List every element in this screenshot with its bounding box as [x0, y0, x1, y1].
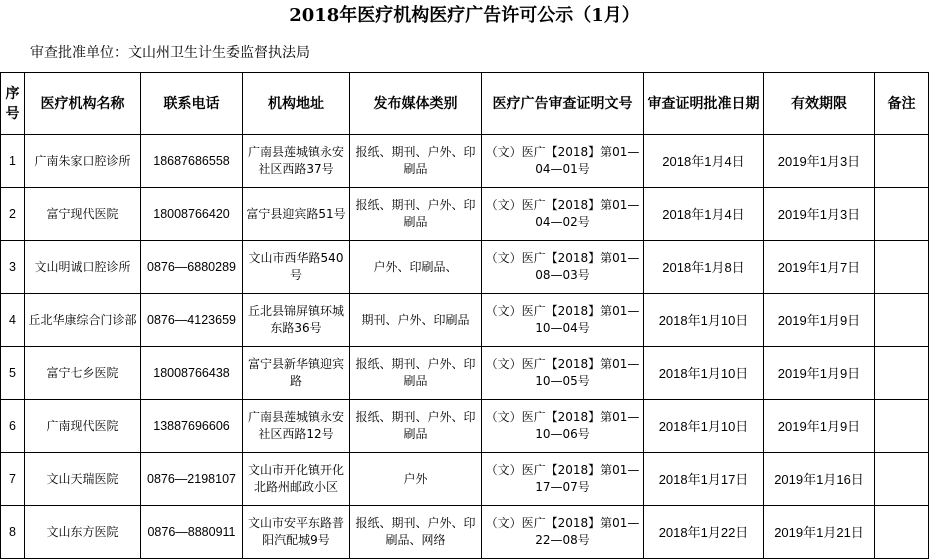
- cell-phone: 0876—8880911: [141, 506, 243, 559]
- cell-cert: （文）医广【2018】第01—08—03号: [482, 241, 644, 294]
- cell-valid-until: 2019年1月7日: [764, 241, 875, 294]
- cell-valid-until: 2019年1月3日: [764, 188, 875, 241]
- cell-phone: 18008766420: [141, 188, 243, 241]
- cell-remark: [875, 188, 929, 241]
- cell-no: 8: [1, 506, 25, 559]
- cell-media: 报纸、期刊、户外、印刷品: [350, 400, 482, 453]
- cell-phone: 0876—4123659: [141, 294, 243, 347]
- cell-cert: （文）医广【2018】第01—04—01号: [482, 135, 644, 188]
- cell-no: 2: [1, 188, 25, 241]
- cell-cert: （文）医广【2018】第01—04—02号: [482, 188, 644, 241]
- cell-remark: [875, 347, 929, 400]
- cell-valid-until: 2019年1月16日: [764, 453, 875, 506]
- cell-media: 报纸、期刊、户外、印刷品: [350, 135, 482, 188]
- cell-approval-date: 2018年1月10日: [644, 400, 764, 453]
- cell-name: 文山天瑞医院: [25, 453, 141, 506]
- cell-cert: （文）医广【2018】第01—10—04号: [482, 294, 644, 347]
- cell-address: 广南县莲城镇永安社区西路37号: [243, 135, 350, 188]
- cell-no: 6: [1, 400, 25, 453]
- approval-unit: 审查批准单位：文山州卫生计生委监督执法局: [30, 45, 310, 61]
- cell-no: 5: [1, 347, 25, 400]
- cell-phone: 0876—6880289: [141, 241, 243, 294]
- cell-media: 报纸、期刊、户外、印刷品: [350, 347, 482, 400]
- cell-phone: 0876—2198107: [141, 453, 243, 506]
- cell-remark: [875, 400, 929, 453]
- cell-no: 1: [1, 135, 25, 188]
- cell-phone: 18687686558: [141, 135, 243, 188]
- cell-name: 广南朱家口腔诊所: [25, 135, 141, 188]
- header-media: 发布媒体类别: [350, 73, 482, 135]
- cell-remark: [875, 453, 929, 506]
- table-row: [1, 453, 929, 506]
- cell-cert: （文）医广【2018】第01—10—06号: [482, 400, 644, 453]
- cell-cert: （文）医广【2018】第01—17—07号: [482, 453, 644, 506]
- cell-valid-until: 2019年1月9日: [764, 347, 875, 400]
- cell-valid-until: 2019年1月21日: [764, 506, 875, 559]
- cell-approval-date: 2018年1月10日: [644, 347, 764, 400]
- cell-phone: 18008766438: [141, 347, 243, 400]
- header-address: 机构地址: [243, 73, 350, 135]
- table-row: [1, 188, 929, 241]
- cell-remark: [875, 294, 929, 347]
- cell-media: 户外: [350, 453, 482, 506]
- cell-remark: [875, 241, 929, 294]
- permit-table: [0, 72, 929, 559]
- cell-valid-until: 2019年1月9日: [764, 400, 875, 453]
- cell-name: 文山东方医院: [25, 506, 141, 559]
- table-row: [1, 241, 929, 294]
- header-valid-until: 有效期限: [764, 73, 875, 135]
- cell-name: 富宁现代医院: [25, 188, 141, 241]
- header-remark: 备注: [875, 73, 929, 135]
- cell-media: 期刊、户外、印刷品: [350, 294, 482, 347]
- cell-media: 报纸、期刊、户外、印刷品: [350, 188, 482, 241]
- cell-approval-date: 2018年1月17日: [644, 453, 764, 506]
- cell-address: 文山市安平东路普阳汽配城9号: [243, 506, 350, 559]
- cell-cert: （文）医广【2018】第01—22—08号: [482, 506, 644, 559]
- cell-valid-until: 2019年1月3日: [764, 135, 875, 188]
- table-row: [1, 347, 929, 400]
- header-row: [1, 73, 929, 135]
- cell-name: 丘北华康综合门诊部: [25, 294, 141, 347]
- cell-no: 4: [1, 294, 25, 347]
- table-row: [1, 506, 929, 559]
- cell-remark: [875, 135, 929, 188]
- cell-media: 户外、印刷品、: [350, 241, 482, 294]
- table-row: [1, 135, 929, 188]
- cell-address: 富宁县迎宾路51号: [243, 188, 350, 241]
- cell-name: 广南现代医院: [25, 400, 141, 453]
- cell-approval-date: 2018年1月4日: [644, 135, 764, 188]
- cell-no: 7: [1, 453, 25, 506]
- cell-valid-until: 2019年1月9日: [764, 294, 875, 347]
- table-row: [1, 400, 929, 453]
- header-name: 医疗机构名称: [25, 73, 141, 135]
- cell-address: 文山市西华路540号: [243, 241, 350, 294]
- cell-approval-date: 2018年1月10日: [644, 294, 764, 347]
- cell-name: 富宁七乡医院: [25, 347, 141, 400]
- cell-address: 富宁县新华镇迎宾路: [243, 347, 350, 400]
- cell-remark: [875, 506, 929, 559]
- cell-address: 文山市开化镇开化北路州邮政小区: [243, 453, 350, 506]
- cell-approval-date: 2018年1月22日: [644, 506, 764, 559]
- cell-media: 报纸、期刊、户外、印刷品、网络: [350, 506, 482, 559]
- header-approval-date: 审查证明批准日期: [644, 73, 764, 135]
- cell-address: 广南县莲城镇永安社区西路12号: [243, 400, 350, 453]
- page-title: 2018年医疗机构医疗广告许可公示（1月）: [289, 5, 640, 26]
- cell-address: 丘北县锦屏镇环城东路36号: [243, 294, 350, 347]
- cell-cert: （文）医广【2018】第01—10—05号: [482, 347, 644, 400]
- table-row: [1, 294, 929, 347]
- cell-name: 文山明诚口腔诊所: [25, 241, 141, 294]
- cell-approval-date: 2018年1月4日: [644, 188, 764, 241]
- header-phone: 联系电话: [141, 73, 243, 135]
- cell-approval-date: 2018年1月8日: [644, 241, 764, 294]
- header-no: 序号: [1, 73, 25, 135]
- header-cert: 医疗广告审查证明文号: [482, 73, 644, 135]
- cell-no: 3: [1, 241, 25, 294]
- cell-phone: 13887696606: [141, 400, 243, 453]
